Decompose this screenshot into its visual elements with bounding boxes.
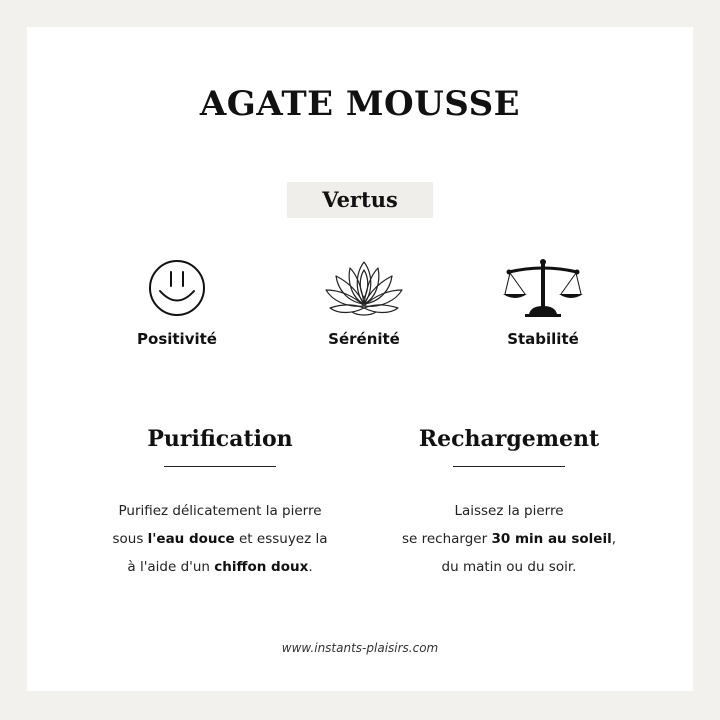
website-url[interactable]: www.instants-plaisirs.com <box>281 641 439 655</box>
virtue-label: Stabilité <box>507 330 579 348</box>
content-card <box>27 27 693 691</box>
rechargement-section <box>359 424 659 581</box>
text-segment: , <box>611 531 617 547</box>
bold-segment: 30 min au soleil <box>491 531 612 547</box>
text-segment: se recharger <box>401 531 492 547</box>
text-segment: à l'aide d'un <box>127 559 215 575</box>
lotus-flower-icon <box>322 258 406 318</box>
rechargement-line-3: du matin ou du soir. <box>441 559 577 575</box>
balance-scale-icon <box>503 258 583 318</box>
virtue-stabilite <box>463 258 623 348</box>
rechargement-line-1: Laissez la pierre <box>454 503 564 519</box>
rechargement-line-2 <box>359 525 659 553</box>
virtue-label: Sérénité <box>328 330 400 348</box>
purification-line-1: Purifiez délicatement la pierre <box>118 503 322 519</box>
smiley-face-icon <box>147 258 207 318</box>
rechargement-text <box>359 497 659 581</box>
rechargement-divider <box>453 466 565 467</box>
text-segment: et essuyez la <box>234 531 328 547</box>
text-segment: sous <box>112 531 148 547</box>
bold-segment: chiffon doux <box>214 559 309 575</box>
vertus-heading: Vertus <box>287 182 433 218</box>
purification-text <box>70 497 370 581</box>
page-title: AGATE MOUSSE <box>199 84 521 124</box>
purification-title: Purification <box>147 426 293 452</box>
bold-segment: l'eau douce <box>147 531 235 547</box>
text-segment: . <box>308 559 313 575</box>
virtue-positivite <box>97 258 257 348</box>
purification-section <box>70 424 370 581</box>
purification-line-2 <box>70 525 370 553</box>
virtue-label: Positivité <box>137 330 217 348</box>
virtue-serenite <box>284 258 444 348</box>
rechargement-title: Rechargement <box>418 426 600 452</box>
purification-line-3 <box>70 553 370 581</box>
purification-divider <box>164 466 276 467</box>
